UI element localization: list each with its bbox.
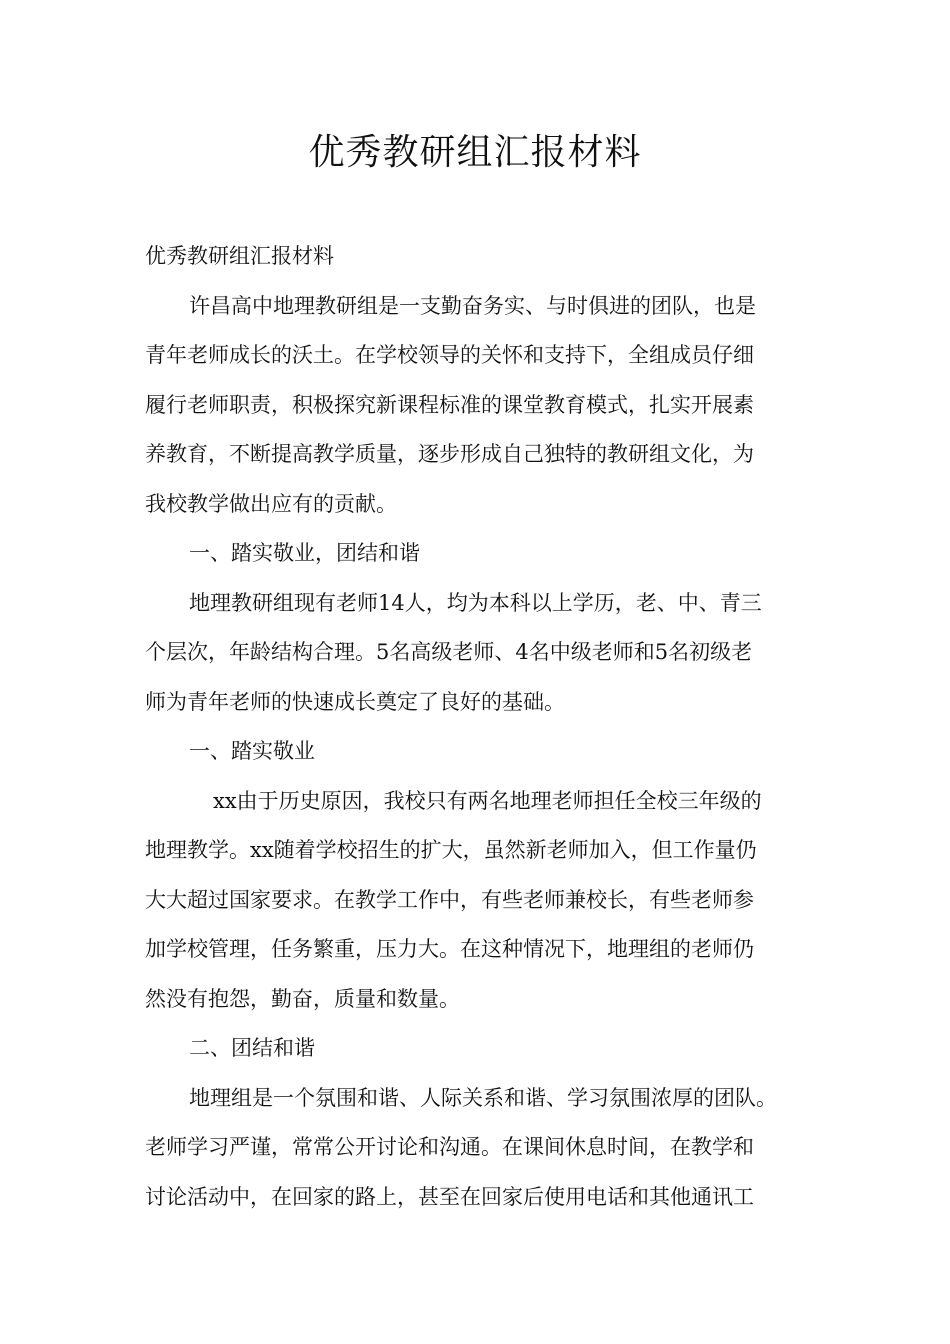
paragraph-line: 大大超过国家要求。在教学工作中，有些老师兼校长，有些老师参 xyxy=(145,887,754,912)
section-heading: 二、团结和谐 xyxy=(189,1036,315,1060)
paragraph-line: 履行老师职责，积极探究新课程标准的课堂教育模式，扎实开展素 xyxy=(145,392,754,417)
paragraph-line: 讨论活动中，在回家的路上，甚至在回家后使用电话和其他通讯工 xyxy=(145,1184,754,1209)
paragraph-line: 许昌高中地理教研组是一支勤奋务实、与时俱进的团队，也是 xyxy=(189,293,756,318)
paragraph-line: 地理教学。xx随着学校招生的扩大，虽然新老师加入，但工作量仍 xyxy=(145,838,757,862)
section-heading: 一、踏实敬业，团结和谐 xyxy=(189,541,420,565)
paragraph-line: 加学校管理，任务繁重，压力大。在这种情况下，地理组的老师仍 xyxy=(145,937,754,961)
section-heading: 一、踏实敬业 xyxy=(189,739,315,763)
paragraph-line: 然没有抱怨，勤奋，质量和数量。 xyxy=(145,986,460,1011)
paragraph-line: 师为青年老师的快速成长奠定了良好的基础。 xyxy=(145,689,565,714)
paragraph-line: 地理组是一个氛围和谐、人际关系和谐、学习氛围浓厚的团队。 xyxy=(189,1085,777,1110)
paragraph-line: 青年老师成长的沃土。在学校领导的关怀和支持下，全组成员仔细 xyxy=(145,343,754,367)
paragraph-line: 老师学习严谨，常常公开讨论和沟通。在课间休息时间，在教学和 xyxy=(145,1135,754,1159)
subtitle-line: 优秀教研组汇报材料 xyxy=(145,244,334,268)
document-body xyxy=(145,232,809,1222)
paragraph-line: 我校教学做出应有的贡献。 xyxy=(145,491,397,516)
document-title: 优秀教研组汇报材料 xyxy=(308,132,642,173)
paragraph-line: xx由于历史原因，我校只有两名地理老师担任全校三年级的 xyxy=(213,788,762,813)
paragraph-line: 个层次，年龄结构合理。5名高级老师、4名中级老师和5名初级老 xyxy=(145,640,753,664)
paragraph-line: 地理教研组现有老师14人，均为本科以上学历，老、中、青三 xyxy=(189,590,762,615)
paragraph-line: 养教育，不断提高教学质量，逐步形成自己独特的教研组文化，为 xyxy=(145,442,754,466)
